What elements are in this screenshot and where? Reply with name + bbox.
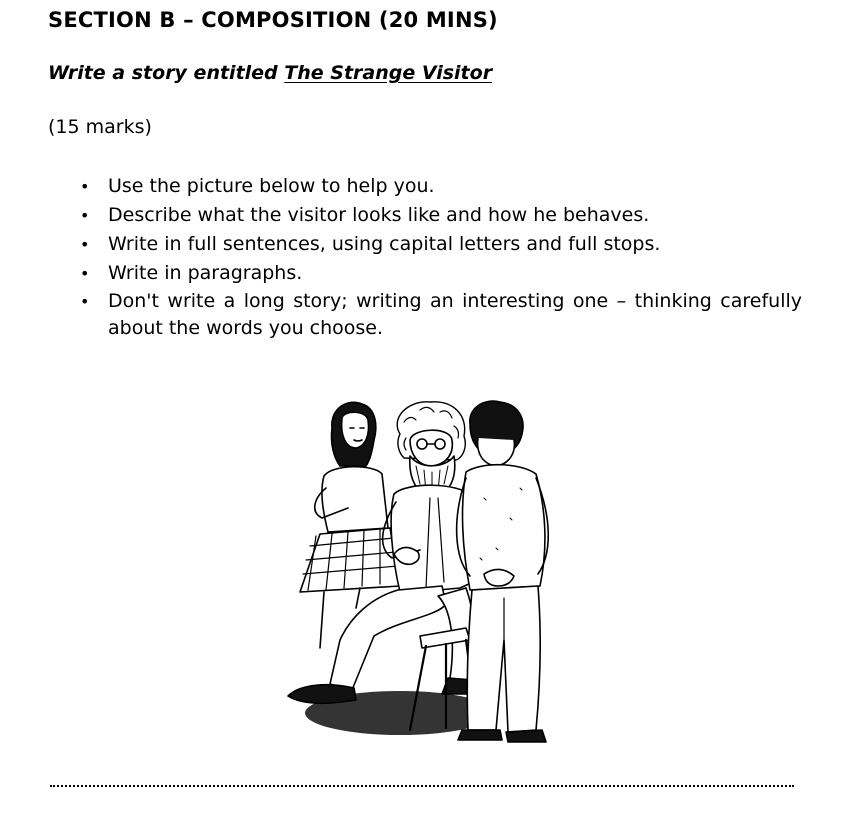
- bullet-icon: •: [80, 177, 90, 196]
- old-man-face: [410, 430, 452, 466]
- list-item-text: Don't write a long story; writing an interesting one – thinking carefully about the words you choose.: [108, 290, 802, 339]
- list-item: [78, 230, 802, 259]
- section-heading: SECTION B – COMPOSITION (20 MINS): [48, 8, 498, 32]
- visitor-illustration: [270, 378, 600, 768]
- marks-allocation: (15 marks): [48, 116, 152, 138]
- bullet-icon: •: [80, 264, 90, 283]
- list-item: [78, 172, 802, 201]
- task-instruction: [48, 62, 492, 84]
- story-title: The Strange Visitor: [284, 62, 493, 84]
- list-item-text: Describe what the visitor looks like and how he behaves.: [108, 204, 650, 226]
- old-man-shoe: [288, 685, 356, 704]
- instruction-list: [78, 172, 802, 342]
- list-item-text: Use the picture below to help you.: [108, 175, 435, 197]
- bullet-icon: •: [80, 292, 90, 311]
- list-item: [78, 259, 802, 288]
- answer-line[interactable]: [50, 785, 794, 787]
- list-item-text: Write in paragraphs.: [108, 262, 303, 284]
- list-item: [78, 288, 802, 342]
- list-item-text: Write in full sentences, using capital letters and full stops.: [108, 233, 661, 255]
- girl-body: [322, 467, 388, 532]
- bullet-icon: •: [80, 235, 90, 254]
- boy-figure: [457, 401, 549, 742]
- task-prefix: Write a story entitled: [48, 62, 285, 84]
- girl-skirt: [300, 528, 400, 592]
- girl-face: [342, 412, 369, 448]
- bullet-icon: •: [80, 206, 90, 225]
- list-item: [78, 201, 802, 230]
